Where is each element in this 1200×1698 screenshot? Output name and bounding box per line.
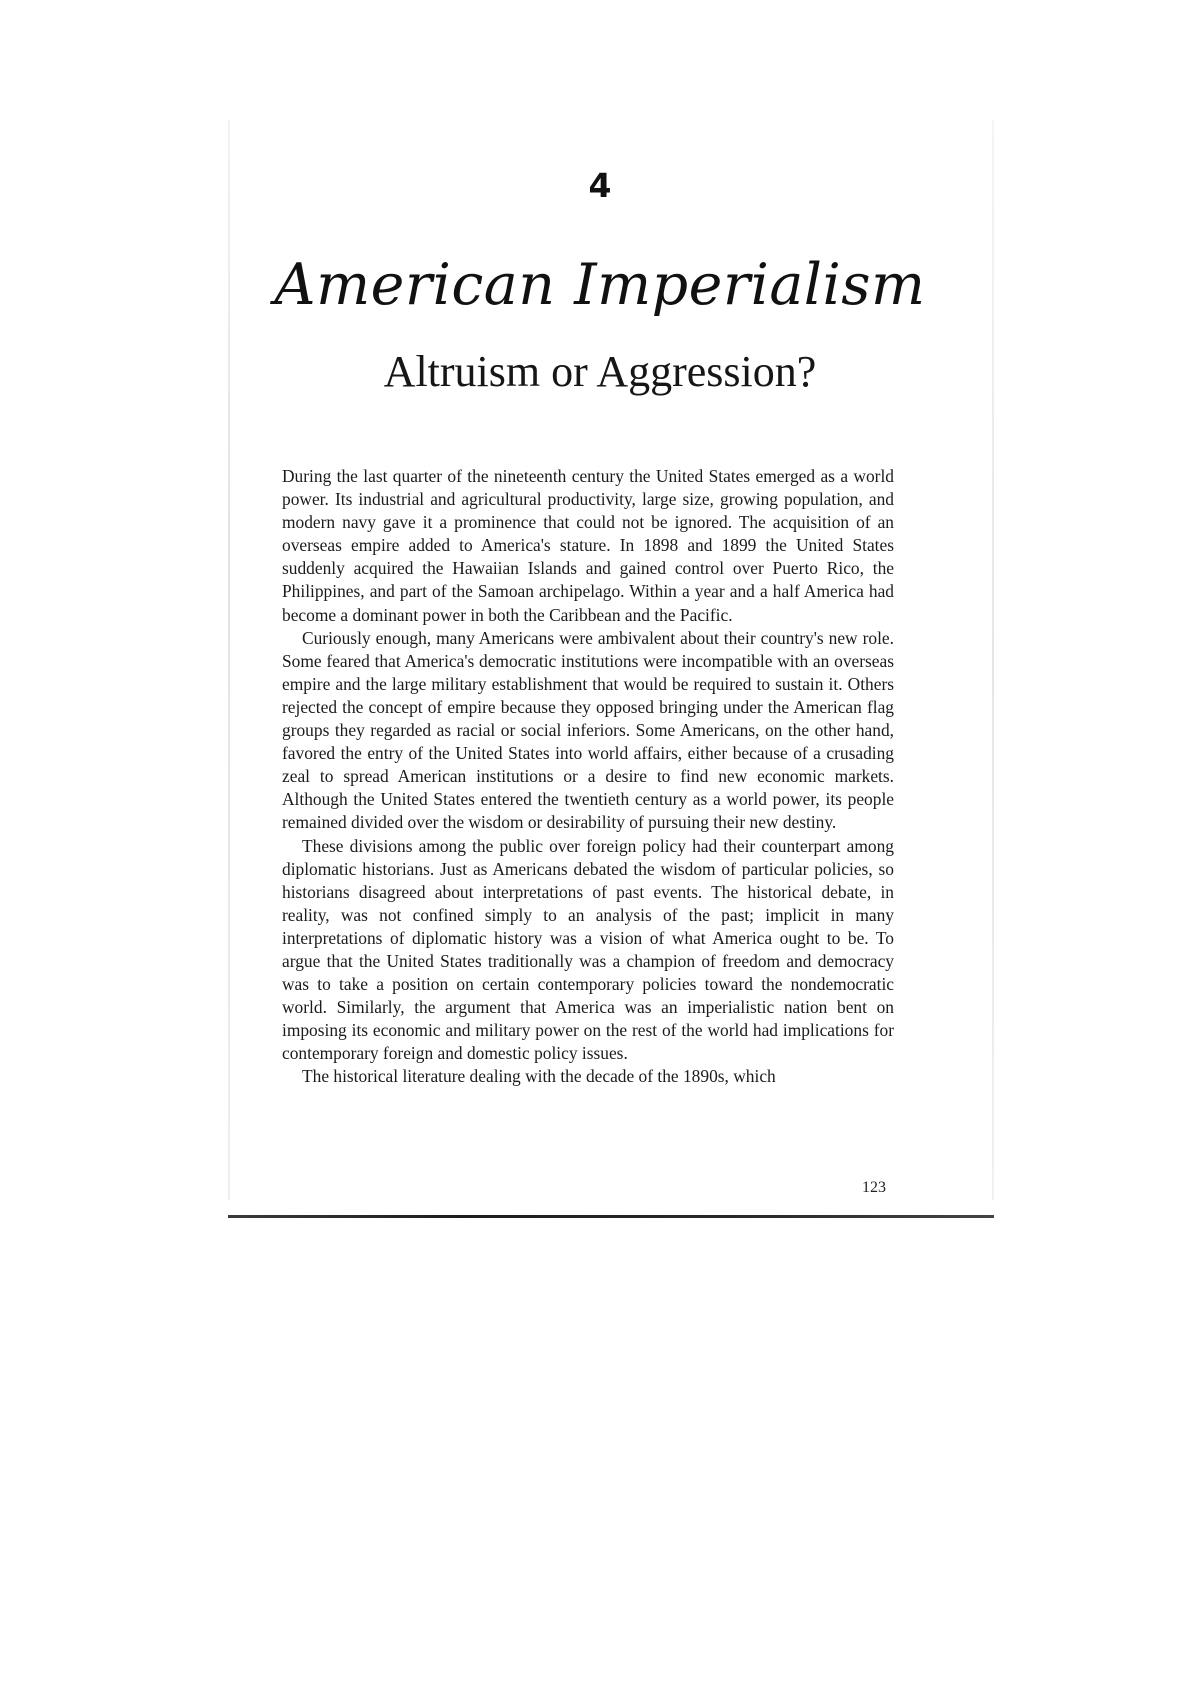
page-bottom-rule [228,1215,994,1218]
chapter-title: American Imperialism [274,252,926,318]
paragraph-2: Curiously enough, many Americans were ambivalent about their country's new role. Some feared that America's democratic institutions were incompatible with an overseas empire and the large military establishment that would be required to sustain it. Others rejected the concept of empire because they opposed bringing under the American flag groups they regarded as racial or social inferiors. Some Americans, on the other hand, favored the entry of the United States into world affairs, either because of a crusading zeal to spread American institutions or a desire to find new economic markets. Although the United States entered the twentieth century as a world power, its people remained divided over the wisdom or desirability of pursuing their new destiny. [282,627,894,833]
paragraph-3: These divisions among the public over foreign policy had their counterpart among diplomatic historians. Just as Americans debated the wisdom of particular policies, so historians disagreed about interpretations of past events. The historical debate, in reality, was not confined simply to an analysis of the past; implicit in many interpretations of diplomatic history was a vision of what America ought to be. To argue that the United States traditionally was a champion of freedom and democracy was to take a position on certain contemporary policies toward the nondemocratic world. Similarly, the argument that America was an imperialistic nation bent on imposing its economic and military power on the rest of the world had implications for contemporary foreign and domestic policy issues. [282,835,894,1064]
page-number: 123 [862,1179,886,1196]
chapter-subtitle: Altruism or Aggression? [383,347,817,396]
paragraph-1: During the last quarter of the nineteenth century the United States emerged as a world power. Its industrial and agricultural productivity, large size, growing population, and modern navy gave it a prominence that could not be ignored. The acquisition of an overseas empire added to America's stature. In 1898 and 1899 the United States suddenly acquired the Hawaiian Islands and gained control over Puerto Rico, the Philippines, and part of the Samoan archipelago. Within a year and a half America had become a dominant power in both the Caribbean and the Pacific. [282,466,894,625]
paragraph-4: The historical literature dealing with the decade of the 1890s, which [302,1066,776,1087]
chapter-number: 4 [588,166,612,205]
body-text [282,465,894,1089]
